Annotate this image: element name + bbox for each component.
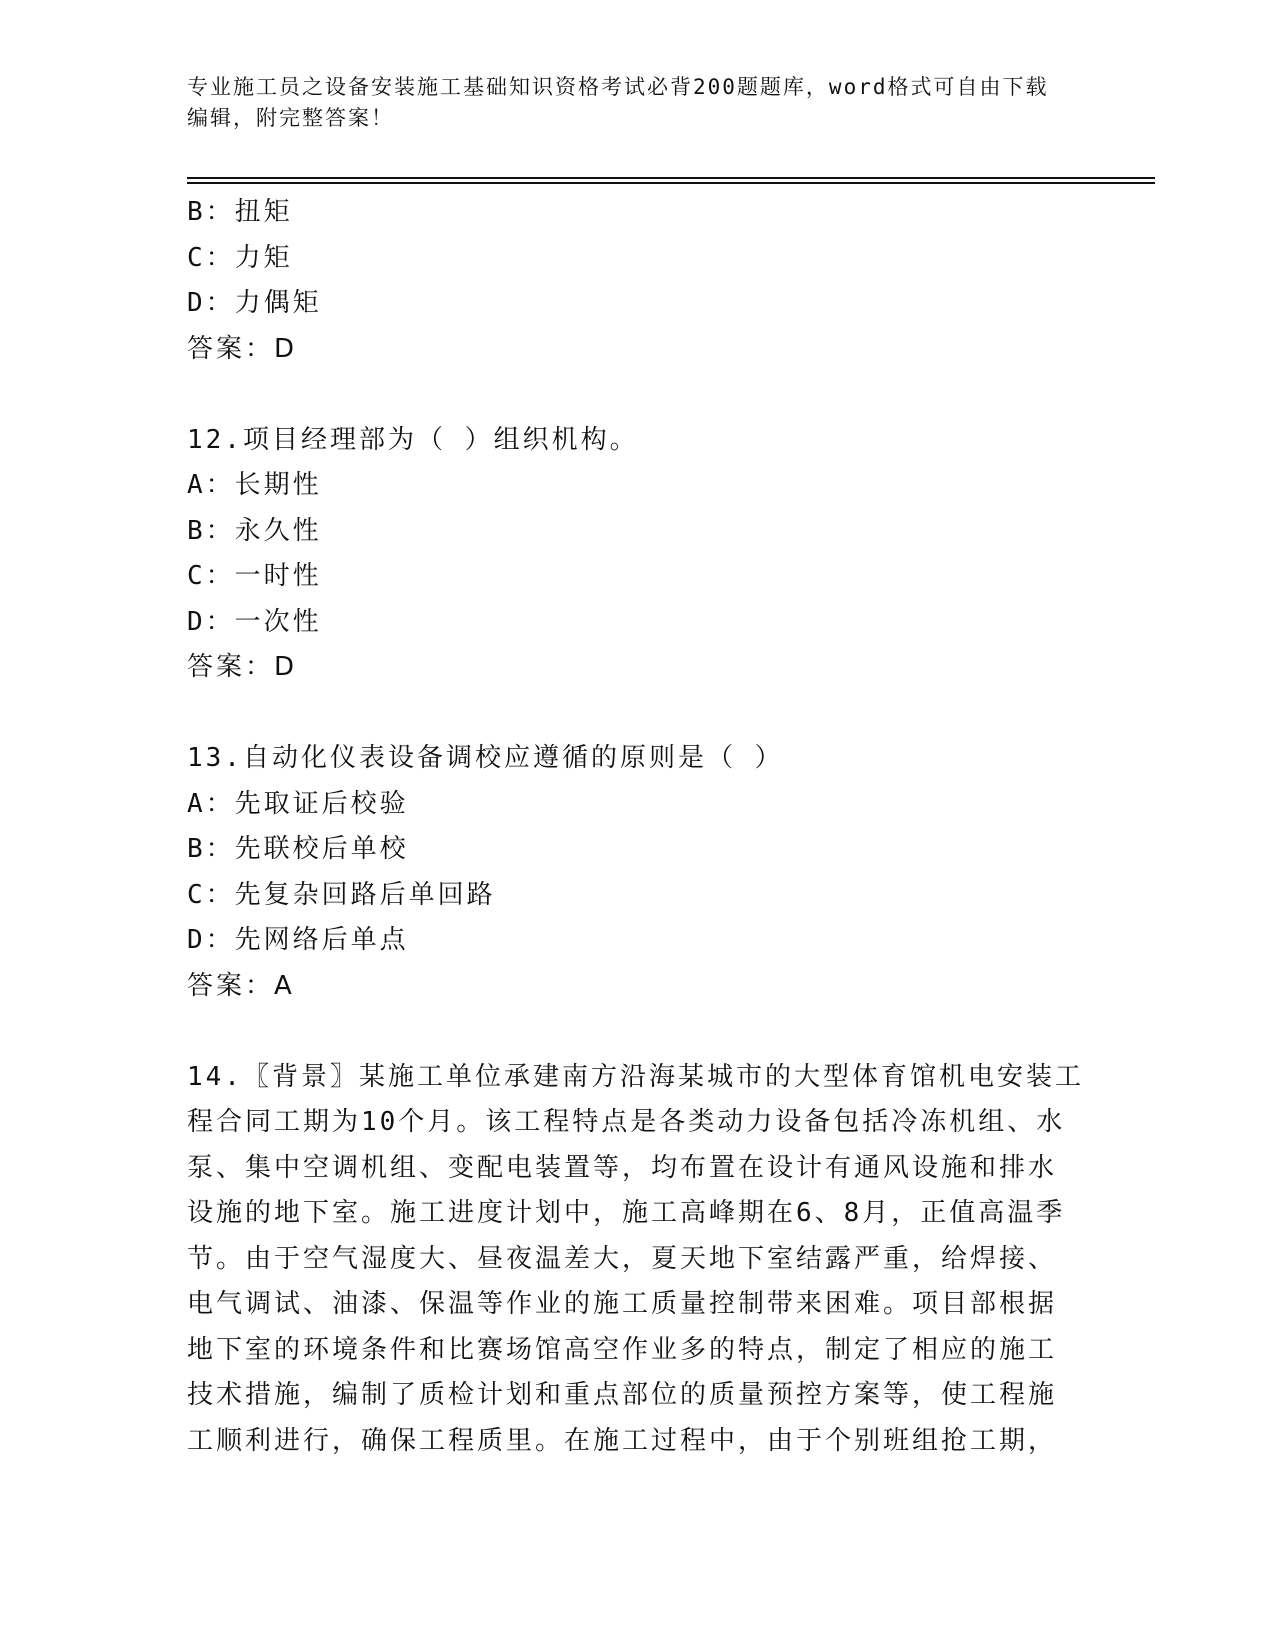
paragraph-line: 14.〖背景〗某施工单位承建南方沿海某城市的大型体育馆机电安装工 [187,1061,1084,1092]
answer-line: 答案：D [187,652,298,682]
header-divider-bottom [187,182,1155,184]
option-b: B：扭矩 [187,197,293,227]
option-a: A：长期性 [187,470,322,500]
option-b: B：先联校后单校 [187,834,409,864]
question-content [187,190,1084,1464]
paragraph-line: 电气调试、油漆、保温等作业的施工质量控制带来困难。项目部根据 [187,1289,1058,1319]
question-13 [187,736,1067,1009]
option-d: D：先网络后单点 [187,925,409,955]
option-d: D：一次性 [187,606,322,637]
question-text: 13.自动化仪表设备调校应遵循的原则是（ ） [187,743,784,773]
option-c: C：先复杂回路后单回路 [187,879,496,910]
paragraph-line: 地下室的环境条件和比赛场馆高空作业多的特点，制定了相应的施工 [187,1334,1058,1365]
option-c: C：一时性 [187,561,322,591]
question-text: 12.项目经理部为（ ）组织机构。 [187,424,639,455]
option-a: A：先取证后校验 [187,788,409,819]
option-b: B：永久性 [187,515,322,546]
paragraph-line: 技术措施，编制了质检计划和重点部位的质量预控方案等，使工程施 [187,1380,1058,1410]
document-header-title: 专业施工员之设备安装施工基础知识资格考试必背200题题库，word格式可自由下载编辑，附完整答案！ [187,75,1049,130]
paragraph-line: 节。由于空气湿度大、昼夜温差大，夏天地下室结露严重，给焊接、 [187,1243,1058,1274]
paragraph-line: 泵、集中空调机组、变配电装置等，均布置在设计有通风设施和排水 [187,1152,1058,1183]
paragraph-line: 设施的地下室。施工进度计划中，施工高峰期在6、8月，正值高温季 [187,1198,1066,1228]
option-d: D：力偶矩 [187,288,322,318]
paragraph-line: 工顺利进行，确保工程质里。在施工过程中，由于个别班组抢工期， [187,1425,1058,1456]
header-divider-top [187,177,1155,179]
question-14 [187,1055,1084,1465]
paragraph-line: 程合同工期为10个月。该工程特点是各类动力设备包括冷冻机组、水 [187,1107,1066,1137]
answer-line: 答案：A [187,970,295,1001]
option-c: C：力矩 [187,242,293,273]
answer-line: 答案：D [187,333,298,364]
question-12 [187,418,1067,691]
spacer [187,1009,1067,1055]
spacer [187,372,1067,418]
question-11-tail [187,190,1067,372]
spacer [187,691,1067,737]
